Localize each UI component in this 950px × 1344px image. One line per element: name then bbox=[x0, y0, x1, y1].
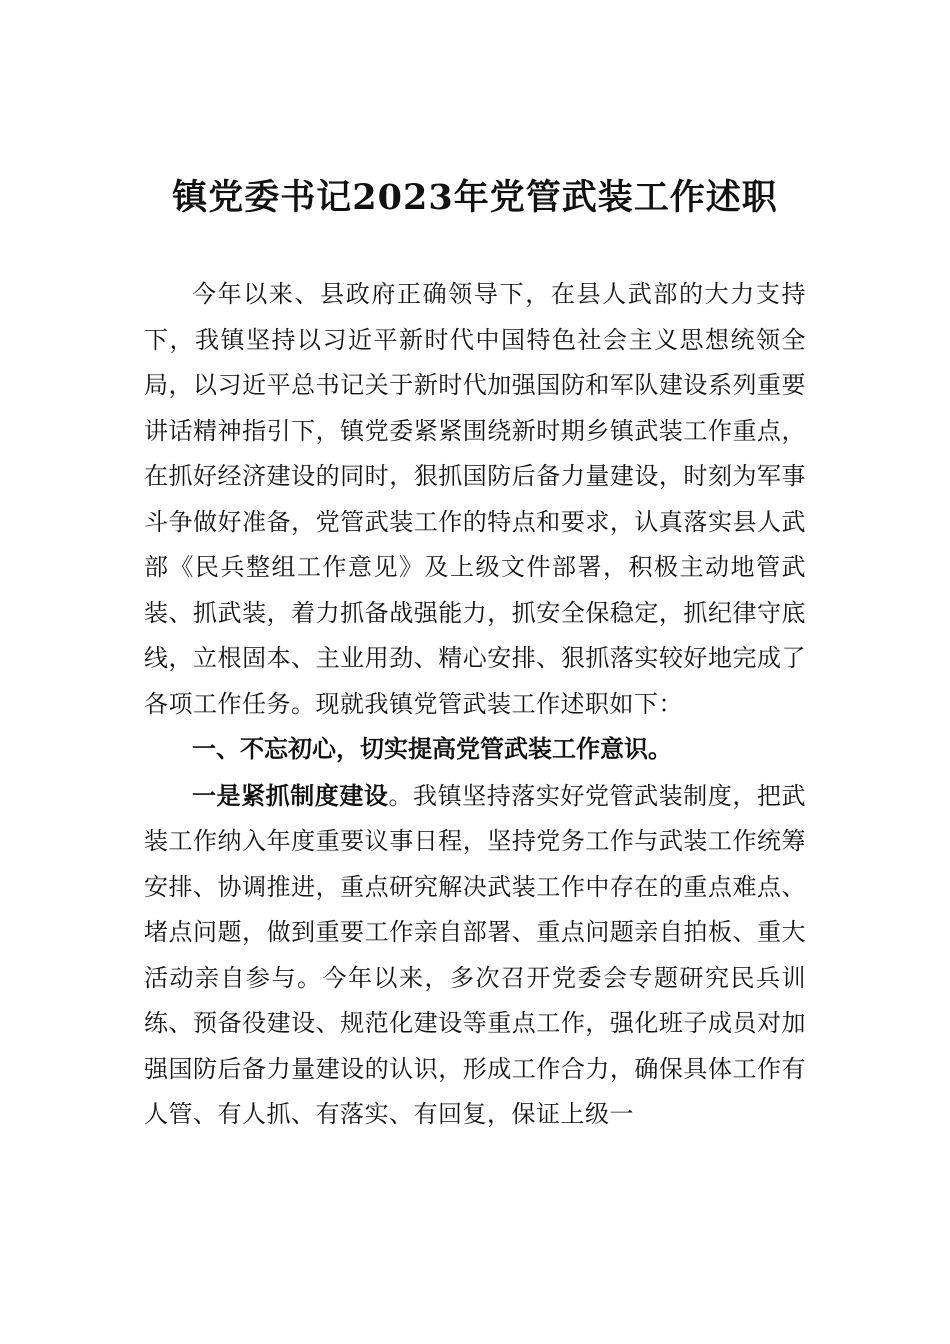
document-body bbox=[144, 272, 806, 1138]
paragraph-text: 。我镇坚持落实好党管武装制度，把武装工作纳入年度重要议事日程，坚持党务工作与武装工作统筹安排、协调推进，重点研究解决武装工作中存在的重点难点、堵点问题，做到重要工作亲自部署、重点问题亲自拍板、重大活动亲自参与。今年以来，多次召开党委会专题研究民兵训练、预备役建设、规范化建设等重点工作，强化班子成员对加强国防后备力量建设的认识，形成工作合力，确保具体工作有人管、有人抓、有落实、有回复，保证上级一 bbox=[144, 781, 806, 1128]
paragraph-system-building bbox=[144, 773, 806, 1138]
document-title: 镇党委书记2023年党管武装工作述职 bbox=[172, 177, 778, 218]
paragraph-lead: 一是紧抓制度建设 bbox=[192, 780, 389, 810]
intro-paragraph: 今年以来、县政府正确领导下，在县人武部的大力支持下，我镇坚持以习近平新时代中国特色社会主义思想统领全局，以习近平总书记关于新时代加强国防和军队建设系列重要讲话精神指引下，镇党委紧紧围绕新时期乡镇武装工作重点，在抓好经济建设的同时，狠抓国防后备力量建设，时刻为军事斗争做好准备，党管武装工作的特点和要求，认真落实县人武部《民兵整组工作意见》及上级文件部署，积极主动地管武装、抓武装，着力抓备战强能力，抓安全保稳定，抓纪律守底线，立根固本、主业用劲、精心安排、狠抓落实较好地完成了各项工作任务。现就我镇党管武装工作述职如下： bbox=[144, 280, 806, 718]
section-heading-1: 一、不忘初心，切实提高党管武装工作意识。 bbox=[192, 735, 672, 763]
